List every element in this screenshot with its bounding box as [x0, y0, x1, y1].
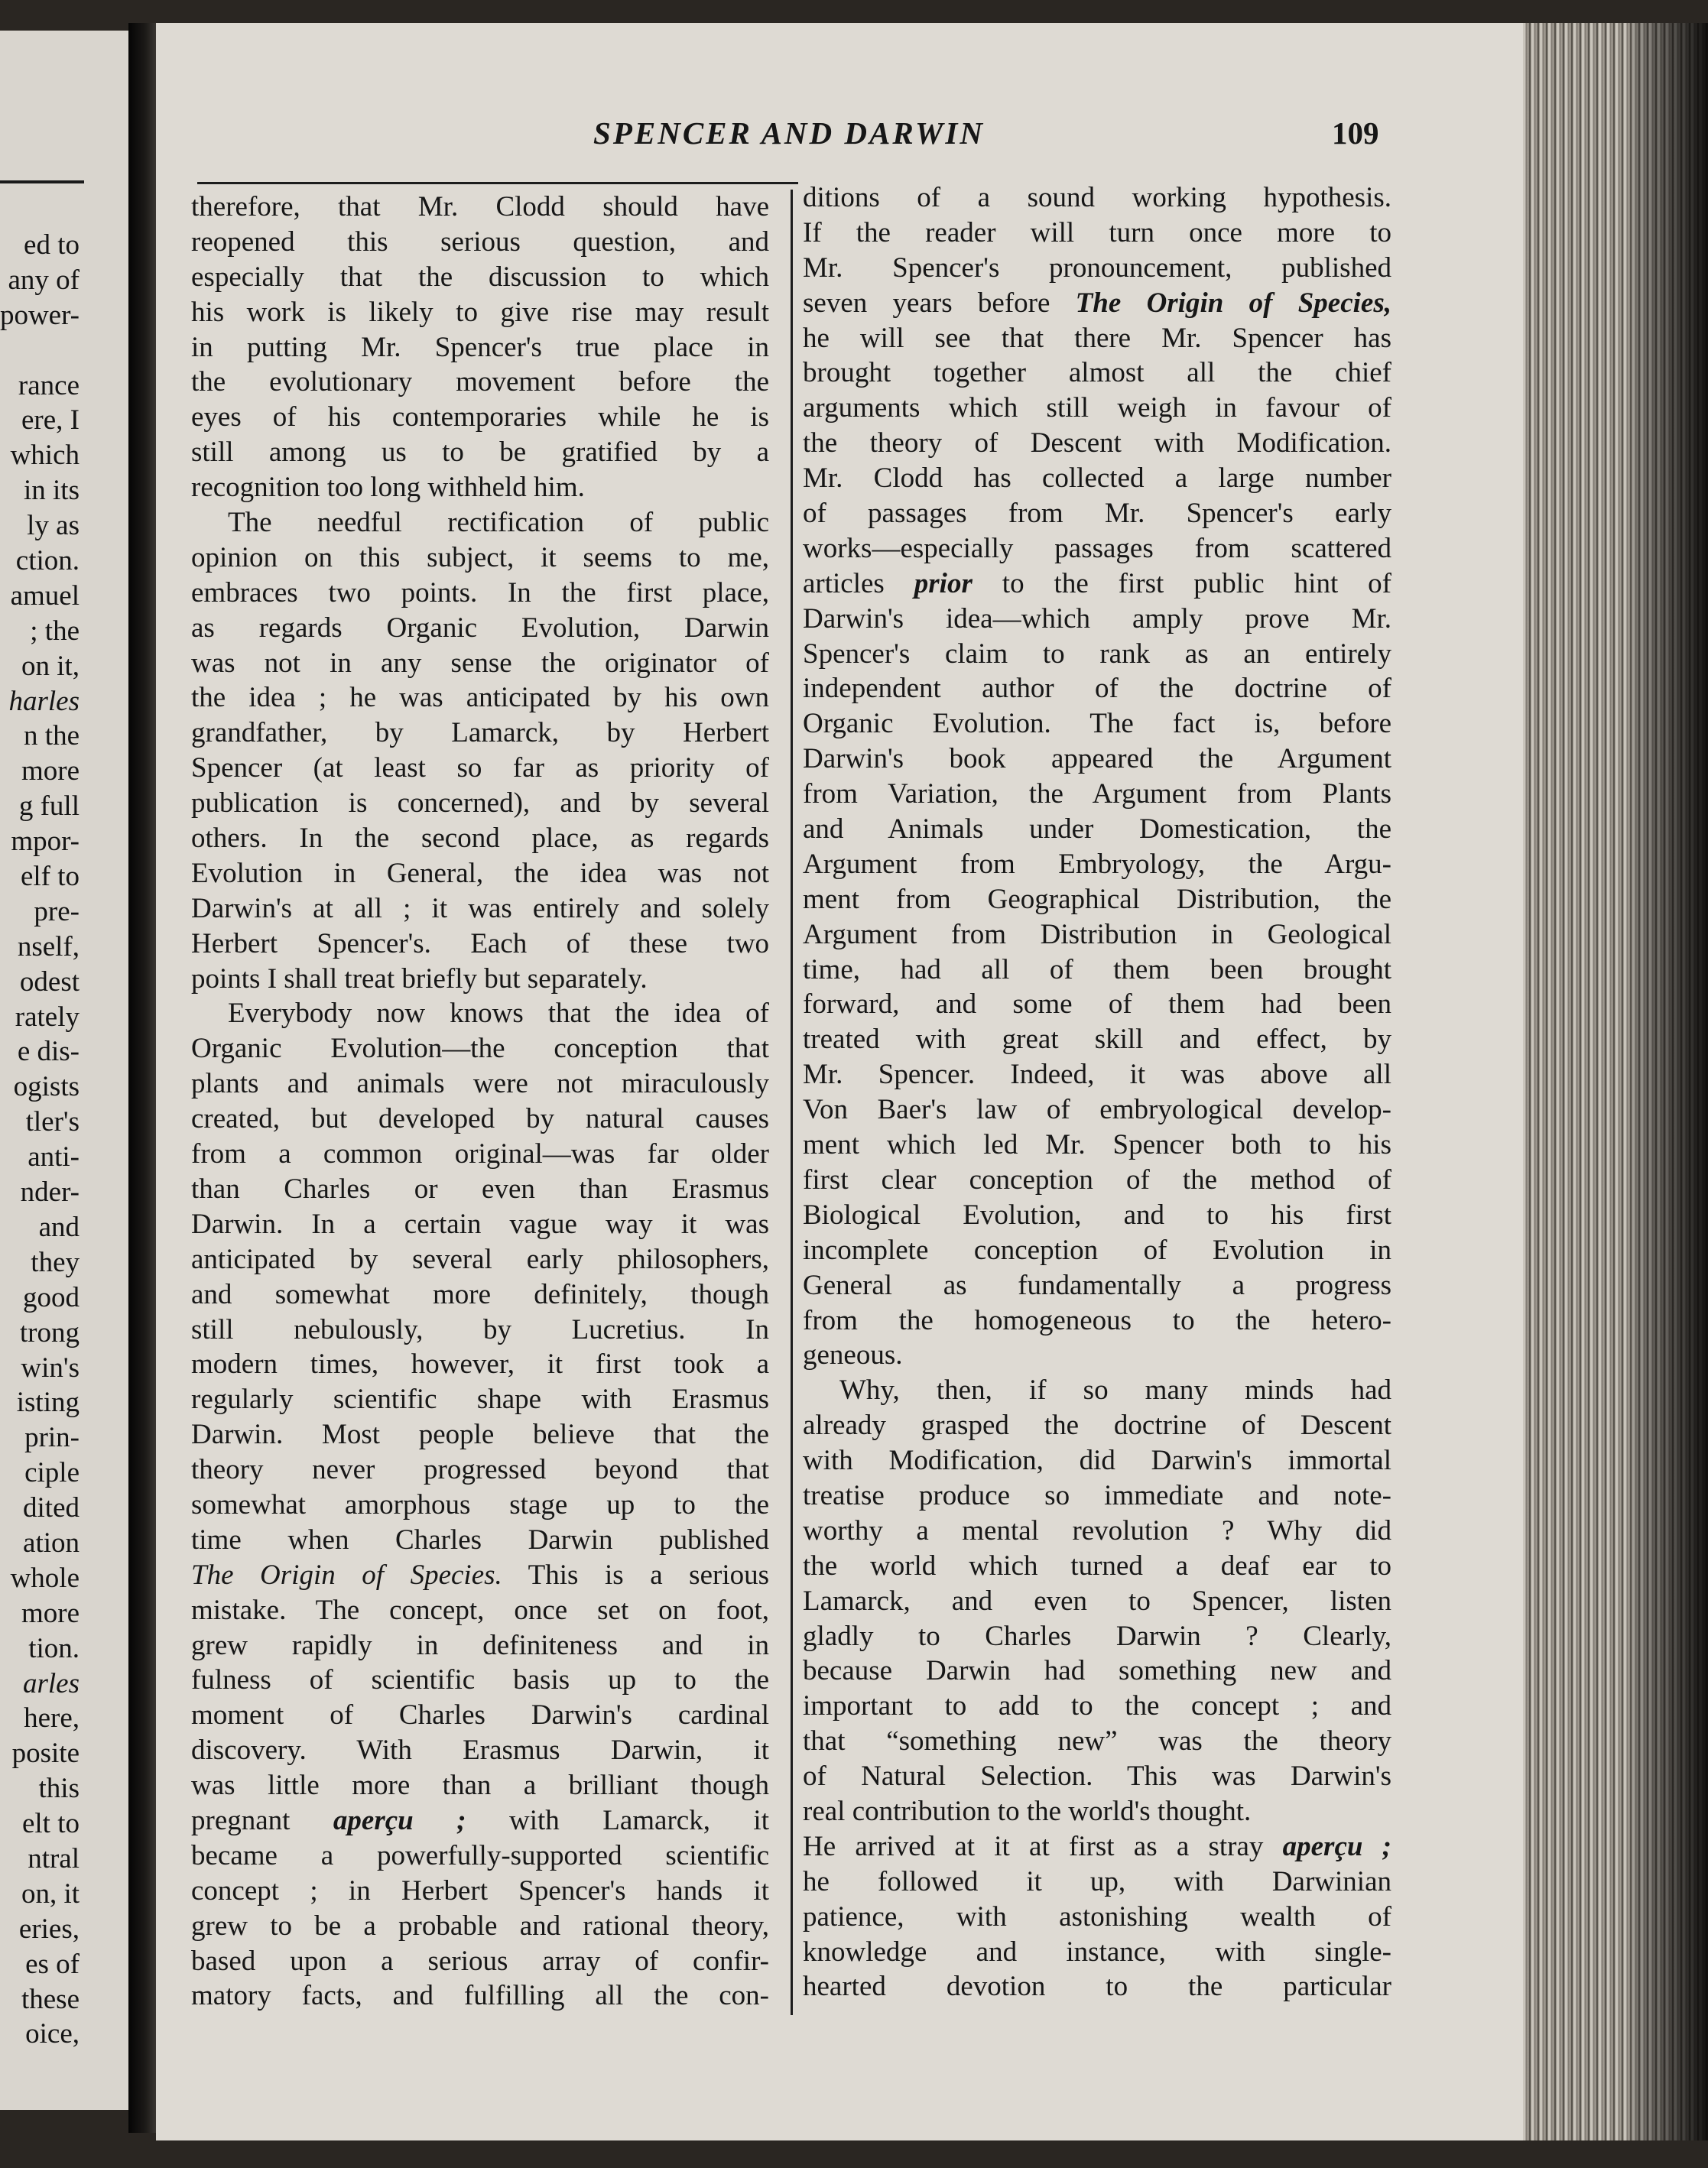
text-line: theory never progressed beyond that: [191, 1454, 769, 1486]
text-line: knowledge and instance, with single-: [803, 1936, 1391, 1968]
line-segment: to the first public hint of: [972, 567, 1391, 599]
text-line: treatise produce so immediate and note-: [803, 1479, 1391, 1511]
text-line: Darwin. In a certain vague way it was: [191, 1208, 769, 1240]
text-line: Darwin. Most people believe that the: [191, 1419, 769, 1451]
facing-page-fragment-line: [0, 333, 80, 368]
text-line: the world which turned a deaf ear to: [803, 1550, 1391, 1582]
text-line: Why, then, if so many minds had: [839, 1374, 1391, 1407]
facing-page-fragment-line: ogists: [13, 1071, 80, 1103]
text-line: ment which led Mr. Spencer both to his: [803, 1129, 1391, 1161]
text-line: ditions of a sound working hypothesis.: [803, 182, 1391, 213]
text-line: Von Baer's law of embryological develop-: [803, 1094, 1391, 1126]
page-number: 109: [1332, 115, 1379, 151]
facing-page-fragment-line: e dis-: [17, 1036, 80, 1068]
facing-page-fragment-line: ation: [23, 1527, 80, 1559]
text-line: and Animals under Domestication, the: [803, 813, 1391, 845]
facing-page-fragment-line: ciple: [24, 1457, 80, 1489]
text-line: already grasped the doctrine of Descent: [803, 1410, 1391, 1442]
facing-page-fragment-line: ntral: [28, 1842, 80, 1874]
text-line: discovery. With Erasmus Darwin, it: [191, 1735, 769, 1767]
text-line: [191, 1803, 769, 1839]
text-line: Darwin's idea—which amply prove Mr.: [803, 602, 1391, 634]
facing-page-fragment-line: eries,: [18, 1913, 80, 1945]
facing-page-fragment-line: rance: [18, 369, 80, 401]
italic-phrase: aperçu ;: [333, 1804, 466, 1836]
text-line: than Charles or even than Erasmus: [191, 1173, 769, 1205]
text-line: Spencer's claim to rank as an entirely: [803, 638, 1391, 670]
facing-page-fragment-line: power-: [0, 299, 80, 331]
text-line: arguments which still weigh in favour of: [803, 392, 1391, 424]
facing-page-fragment-line: ly as: [27, 510, 80, 542]
text-line: from the homogeneous to the hetero-: [803, 1304, 1391, 1336]
text-line: geneous.: [803, 1339, 903, 1371]
text-line: time when Charles Darwin published: [191, 1524, 769, 1556]
text-line: gladly to Charles Darwin ? Clearly,: [803, 1620, 1391, 1652]
text-line: the idea ; he was anticipated by his own: [191, 682, 769, 714]
text-line: and somewhat more definitely, though: [191, 1278, 769, 1310]
text-line: Darwin's book appeared the Argument: [803, 743, 1391, 775]
text-line: still among us to be gratified by a: [191, 437, 769, 469]
text-line: hearted devotion to the particular: [803, 1971, 1391, 2003]
text-line: real contribution to the world's thought.: [803, 1795, 1252, 1827]
facing-page-fragment-line: this: [38, 1773, 80, 1805]
text-line: [803, 286, 1391, 321]
text-line: forward, and some of them had been: [803, 988, 1391, 1021]
text-line: Everybody now knows that the idea of: [228, 998, 769, 1030]
text-line: time, had all of them been brought: [803, 953, 1391, 985]
text-line: worthy a mental revolution ? Why did: [803, 1514, 1391, 1546]
facing-page-fragment-line: nder-: [20, 1176, 80, 1209]
facing-page-fragment-line: amuel: [10, 579, 80, 612]
facing-page-fragment-line: elf to: [20, 861, 80, 893]
text-line: he will see that there Mr. Spencer has: [803, 322, 1391, 354]
text-line: Organic Evolution—the conception that: [191, 1033, 769, 1065]
italic-phrase: aperçu ;: [1282, 1830, 1391, 1862]
facing-page-fragment-line: rately: [15, 1001, 80, 1033]
line-segment: pregnant: [191, 1804, 333, 1836]
text-line: others. In the second place, as regards: [191, 823, 769, 855]
text-line: important to add to the concept ; and: [803, 1690, 1391, 1722]
facing-page-fragment-line: n the: [24, 720, 80, 752]
page-edge-shadow: [1632, 23, 1708, 2140]
text-line: Argument from Distribution in Geological: [803, 918, 1391, 950]
facing-page-fragment-line: arles: [23, 1667, 80, 1699]
text-line: reopened this serious question, and: [191, 226, 769, 258]
text-line: grandfather, by Lamarck, by Herbert: [191, 717, 769, 749]
text-line: anticipated by several early philosophers,: [191, 1243, 769, 1275]
facing-page-fragment-line: posite: [11, 1738, 80, 1770]
column-divider: [791, 190, 793, 2015]
line-segment: He arrived at it at first as a stray: [803, 1830, 1283, 1862]
facing-page-fragment-line: and: [38, 1211, 80, 1243]
text-line: with Modification, did Darwin's immortal: [803, 1445, 1391, 1477]
text-line: his work is likely to give rise may result: [191, 296, 769, 328]
facing-page-fragment-line: they: [31, 1246, 80, 1278]
text-line: recognition too long withheld him.: [191, 472, 585, 504]
text-line: especially that the discussion to which: [191, 261, 769, 293]
text-line: still nebulously, by Lucretius. In: [191, 1313, 769, 1345]
text-line: Mr. Spencer. Indeed, it was above all: [803, 1059, 1391, 1091]
text-line: the theory of Descent with Modification.: [803, 427, 1391, 459]
facing-page-fragment-line: more: [21, 1597, 80, 1629]
text-line: regularly scientific shape with Erasmus: [191, 1384, 769, 1416]
text-line: he followed it up, with Darwinian: [803, 1865, 1391, 1897]
facing-page-fragment: [0, 31, 128, 2110]
text-line: first clear conception of the method of: [803, 1164, 1391, 1196]
text-line: plants and animals were not miraculously: [191, 1068, 769, 1100]
facing-page-fragment-line: odest: [19, 966, 80, 998]
text-line: mistake. The concept, once set on foot,: [191, 1594, 769, 1626]
text-line: ment from Geographical Distribution, the: [803, 883, 1391, 915]
line-segment: seven years before: [803, 287, 1076, 319]
facing-page-fragment-line: nself,: [17, 930, 80, 962]
text-line: matory facts, and fulfilling all the con-: [191, 1980, 769, 2012]
italic-phrase: The Origin of Species,: [1075, 287, 1391, 319]
facing-page-fragment-line: anti-: [28, 1141, 80, 1173]
text-line: Mr. Clodd has collected a large number: [803, 462, 1391, 495]
facing-page-fragment-line: more: [21, 755, 80, 787]
right-text-column: [803, 180, 1391, 2004]
text-line: Herbert Spencer's. Each of these two: [191, 927, 769, 959]
text-line: opinion on this subject, it seems to me,: [191, 541, 769, 573]
book-gutter: [128, 23, 156, 2133]
text-line: grew to be a probable and rational theory,: [191, 1910, 769, 1942]
facing-page-fragment-line: harles: [8, 685, 80, 717]
facing-page-fragment-line: oice,: [25, 2018, 80, 2050]
facing-page-fragment-line: prin-: [24, 1422, 80, 1454]
text-line: If the reader will turn once more to: [803, 216, 1391, 248]
text-line: because Darwin had something new and: [803, 1655, 1391, 1687]
text-line: [803, 1829, 1391, 1865]
text-line: from Variation, the Argument from Plants: [803, 778, 1391, 810]
text-line: eyes of his contemporaries while he is: [191, 401, 769, 433]
facing-page-fragment-line: pre-: [34, 895, 80, 927]
text-line: created, but developed by natural causes: [191, 1103, 769, 1135]
text-line: concept ; in Herbert Spencer's hands it: [191, 1874, 769, 1907]
text-line: was little more than a brilliant though: [191, 1770, 769, 1802]
text-line: [191, 1558, 769, 1593]
facing-page-fragment-line: mpor-: [11, 826, 80, 858]
facing-page-fragment-line: trong: [19, 1316, 80, 1349]
text-line: of passages from Mr. Spencer's early: [803, 498, 1391, 530]
line-segment: articles: [803, 567, 914, 599]
text-line: points I shall treat briefly but separately.: [191, 962, 648, 995]
text-line: General as fundamentally a progress: [803, 1269, 1391, 1301]
facing-page-fragment-line: on it,: [21, 650, 80, 682]
text-line: in putting Mr. Spencer's true place in: [191, 331, 769, 363]
facing-page-fragment-line: any of: [8, 264, 80, 296]
text-line: embraces two points. In the first place,: [191, 576, 769, 609]
page-edge-stack: [1523, 23, 1708, 2140]
facing-page-fragment-line: these: [21, 1983, 80, 2015]
facing-page-fragment-line: tler's: [25, 1106, 80, 1138]
text-line: Evolution in General, the idea was not: [191, 857, 769, 889]
text-line: Mr. Spencer's pronouncement, published: [803, 252, 1391, 284]
italic-phrase: prior: [914, 567, 973, 599]
text-line: modern times, however, it first took a: [191, 1349, 769, 1381]
italic-phrase: The Origin of Species.: [191, 1559, 502, 1591]
facing-page-fragment-line: isting: [16, 1387, 80, 1419]
running-head: SPENCER AND DARWIN: [593, 115, 985, 151]
text-line: independent author of the doctrine of: [803, 673, 1391, 705]
text-line: [803, 566, 1391, 602]
facing-page-fragment-line: on, it: [21, 1878, 80, 1910]
text-line: moment of Charles Darwin's cardinal: [191, 1699, 769, 1731]
facing-page-fragment-line: ed to: [24, 229, 80, 261]
text-line: Argument from Embryology, the Argu-: [803, 848, 1391, 880]
facing-page-fragment-line: tion.: [28, 1632, 80, 1664]
text-line: treated with great skill and effect, by: [803, 1024, 1391, 1056]
facing-page-rule: [0, 180, 84, 183]
facing-page-fragment-line: ction.: [15, 545, 80, 577]
facing-page-fragment-line: ; the: [30, 615, 80, 647]
text-line: the evolutionary movement before the: [191, 366, 769, 398]
text-line: of Natural Selection. This was Darwin's: [803, 1761, 1391, 1793]
text-line: Biological Evolution, and to his first: [803, 1199, 1391, 1231]
facing-page-fragment-line: elt to: [21, 1808, 80, 1840]
facing-page-fragment-line: ere, I: [21, 404, 80, 437]
text-line: that “something new” was the theory: [803, 1725, 1391, 1757]
text-line: from a common original—was far older: [191, 1138, 769, 1170]
facing-page-fragment-line: es of: [25, 1948, 80, 1980]
text-line: works—especially passages from scattered: [803, 532, 1391, 564]
facing-page-text: [0, 228, 80, 2052]
text-line: somewhat amorphous stage up to the: [191, 1488, 769, 1521]
text-line: The needful rectification of public: [228, 507, 769, 539]
text-line: incomplete conception of Evolution in: [803, 1234, 1391, 1266]
text-line: was not in any sense the originator of: [191, 647, 769, 679]
text-line: Spencer (at least so far as priority of: [191, 752, 769, 784]
header-rule: [197, 182, 798, 184]
facing-page-fragment-line: dited: [23, 1492, 80, 1524]
facing-page-fragment-line: here,: [24, 1702, 80, 1735]
left-text-column: [191, 190, 769, 2014]
text-line: Organic Evolution. The fact is, before: [803, 708, 1391, 740]
facing-page-fragment-line: in its: [24, 475, 80, 507]
facing-page-fragment-line: g full: [18, 790, 80, 823]
text-line: patience, with astonishing wealth of: [803, 1900, 1391, 1933]
text-line: based upon a serious array of confir-: [191, 1945, 769, 1977]
text-line: fulness of scientific basis up to the: [191, 1664, 769, 1696]
text-line: Lamarck, and even to Spencer, listen: [803, 1585, 1391, 1617]
line-segment: with Lamarck, it: [466, 1804, 769, 1836]
facing-page-fragment-line: win's: [21, 1352, 80, 1384]
text-line: Darwin's at all ; it was entirely and solely: [191, 892, 769, 924]
text-line: therefore, that Mr. Clodd should have: [191, 191, 769, 222]
facing-page-fragment-line: good: [23, 1281, 80, 1313]
line-segment: This is a serious: [502, 1559, 770, 1591]
facing-page-fragment-line: whole: [10, 1562, 80, 1594]
text-line: as regards Organic Evolution, Darwin: [191, 612, 769, 644]
text-line: publication is concerned), and by several: [191, 787, 769, 819]
text-line: brought together almost all the chief: [803, 357, 1391, 389]
text-line: grew rapidly in definiteness and in: [191, 1629, 769, 1661]
text-line: became a powerfully-supported scientific: [191, 1839, 769, 1871]
facing-page-fragment-line: which: [10, 440, 80, 472]
